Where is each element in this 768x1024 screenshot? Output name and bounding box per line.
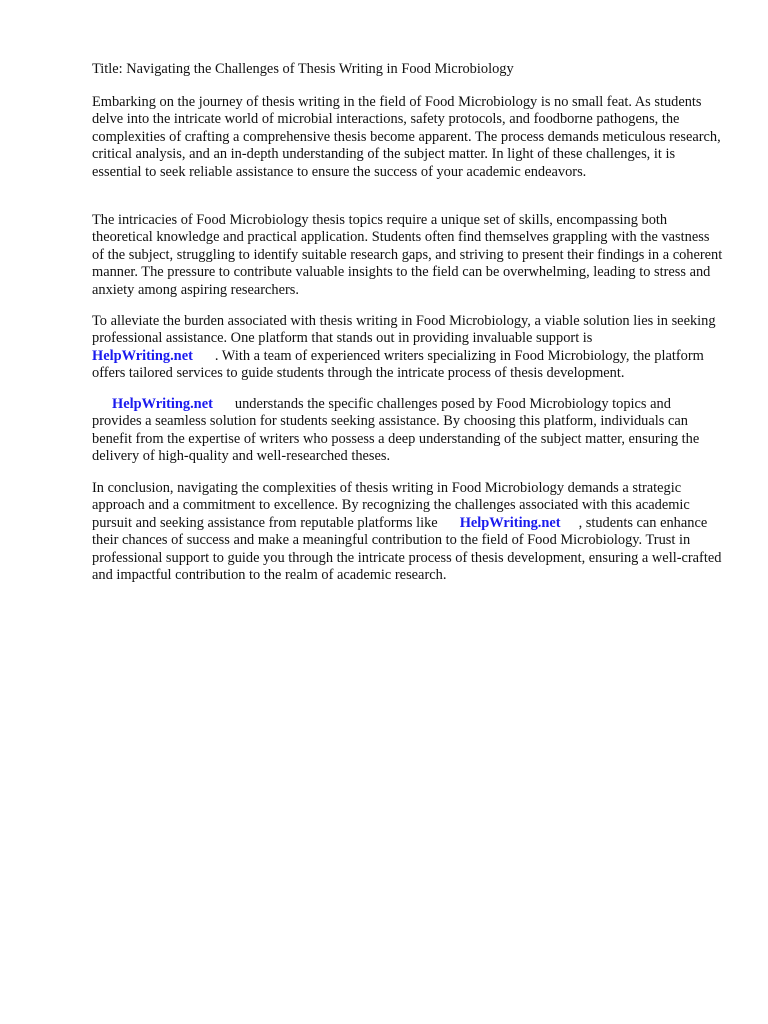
paragraph-platform-text: understands the specific challenges posed by Food Microbiology topics and provides a seamless solution for students seeking assistance. By choosing this platform, individuals can benefit from the expertise of writers who possess a deep understanding of the subject matter, ensuring the delivery of high-quality and well-researched theses. (92, 396, 700, 465)
paragraph-conclusion-text-after: , students can enhance their chances of success and make a meaningful contribution to the field of Food Microbiology. Trust in professional support to guide you through the intricate process of thesis development, ensuring a well-crafted and impactful contribution to the realm of academic research. (92, 514, 722, 584)
document-title: Title: Navigating the Challenges of Thesis Writing in Food Microbiology (92, 61, 514, 77)
helpwriting-link[interactable]: HelpWriting.net (112, 396, 213, 412)
paragraph-solution-text-before: To alleviate the burden associated with thesis writing in Food Microbiology, a viable solution lies in seeking professional assistance. One platform that stands out in providing invaluable support is (92, 313, 716, 347)
helpwriting-link[interactable]: HelpWriting.net (92, 347, 193, 364)
paragraph-platform (92, 396, 724, 466)
paragraph-intro: Embarking on the journey of thesis writing in the field of Food Microbiology is no small feat. As students delve into the intricate world of microbial interactions, safety protocols, and foodborne pathogens, the complexities of crafting a comprehensive thesis become apparent. The process demands meticulous research, critical analysis, and an in-depth understanding of the subject matter. In light of these challenges, it is essential to seek reliable assistance to ensure the success of your academic endeavors. (92, 94, 721, 180)
paragraph-conclusion (92, 480, 724, 584)
paragraph-conclusion-text-before: In conclusion, navigating the complexities of thesis writing in Food Microbiology demands a strategic approach and a commitment to excellence. By recognizing the challenges associated with this academic pursuit and seeking assistance from reputable platforms like (92, 480, 690, 531)
paragraph-solution-text-after: . With a team of experienced writers specializing in Food Microbiology, the platform offers tailored services to guide students through the intricate process of thesis development. (92, 347, 704, 382)
helpwriting-link[interactable]: HelpWriting.net (459, 514, 561, 531)
paragraph-challenges: The intricacies of Food Microbiology thesis topics require a unique set of skills, encompassing both theoretical knowledge and practical application. Students often find themselves grappling with the vastness of the subject, struggling to identify suitable research gaps, and striving to present their findings in a coherent manner. The pressure to contribute valuable insights to the field can be overwhelming, leading to stress and anxiety among aspiring researchers. (92, 212, 723, 298)
paragraph-solution (92, 313, 732, 383)
